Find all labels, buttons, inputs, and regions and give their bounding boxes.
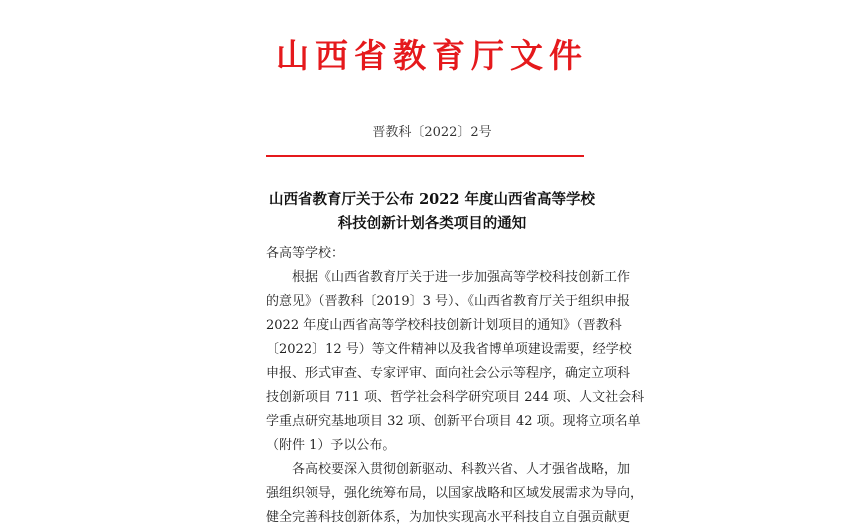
- paragraph-line: 的意见》（晋教科〔2019〕3 号）、《山西省教育厅关于组织申报: [266, 294, 630, 309]
- paragraph-line: 申报、形式审查、专家评审、面向社会公示等程序，确定立项科: [266, 366, 631, 381]
- document-body: [266, 242, 645, 530]
- document-number: 晋教科〔2022〕2号: [372, 125, 492, 140]
- paragraph-line: 根据《山西省教育厅关于进一步加强高等学校科技创新工作: [292, 270, 631, 285]
- paragraph-line: 学重点研究基地项目 32 项、创新平台项目 42 项。现将立项名单: [266, 414, 641, 429]
- org-header-title: 山西省教育厅文件: [276, 36, 588, 75]
- paragraph-line: 强组织领导，强化统筹布局，以国家战略和区域发展需求为导向，: [266, 486, 644, 501]
- paragraph-line: 技创新项目 711 项、哲学社会科学研究项目 244 项、人文社会科: [266, 390, 645, 405]
- paragraph-line: 2022 年度山西省高等学校科技创新计划项目的通知》（晋教科: [266, 318, 622, 333]
- notice-title-line: 山西省教育厅关于公布 2022 年度山西省高等学校: [269, 191, 595, 208]
- paragraph-line: 健全完善科技创新体系，为加快实现高水平科技自立自强贡献更: [266, 510, 631, 525]
- notice-title-line: 科技创新计划各类项目的通知: [337, 215, 527, 232]
- salutation: 各高等学校：: [266, 246, 345, 261]
- paragraph-line: 〔2022〕12 号）等文件精神以及我省博单项建设需要，经学校: [266, 342, 632, 357]
- paragraph-line: （附件 1）予以公布。: [266, 438, 396, 453]
- paragraph-2: [266, 458, 644, 530]
- notice-title: [0, 188, 864, 236]
- red-divider-line: [266, 155, 584, 157]
- paragraph-line: 各高校要深入贯彻创新驱动、科教兴省、人才强省战略，加: [292, 462, 631, 477]
- paragraph-1: [266, 266, 645, 458]
